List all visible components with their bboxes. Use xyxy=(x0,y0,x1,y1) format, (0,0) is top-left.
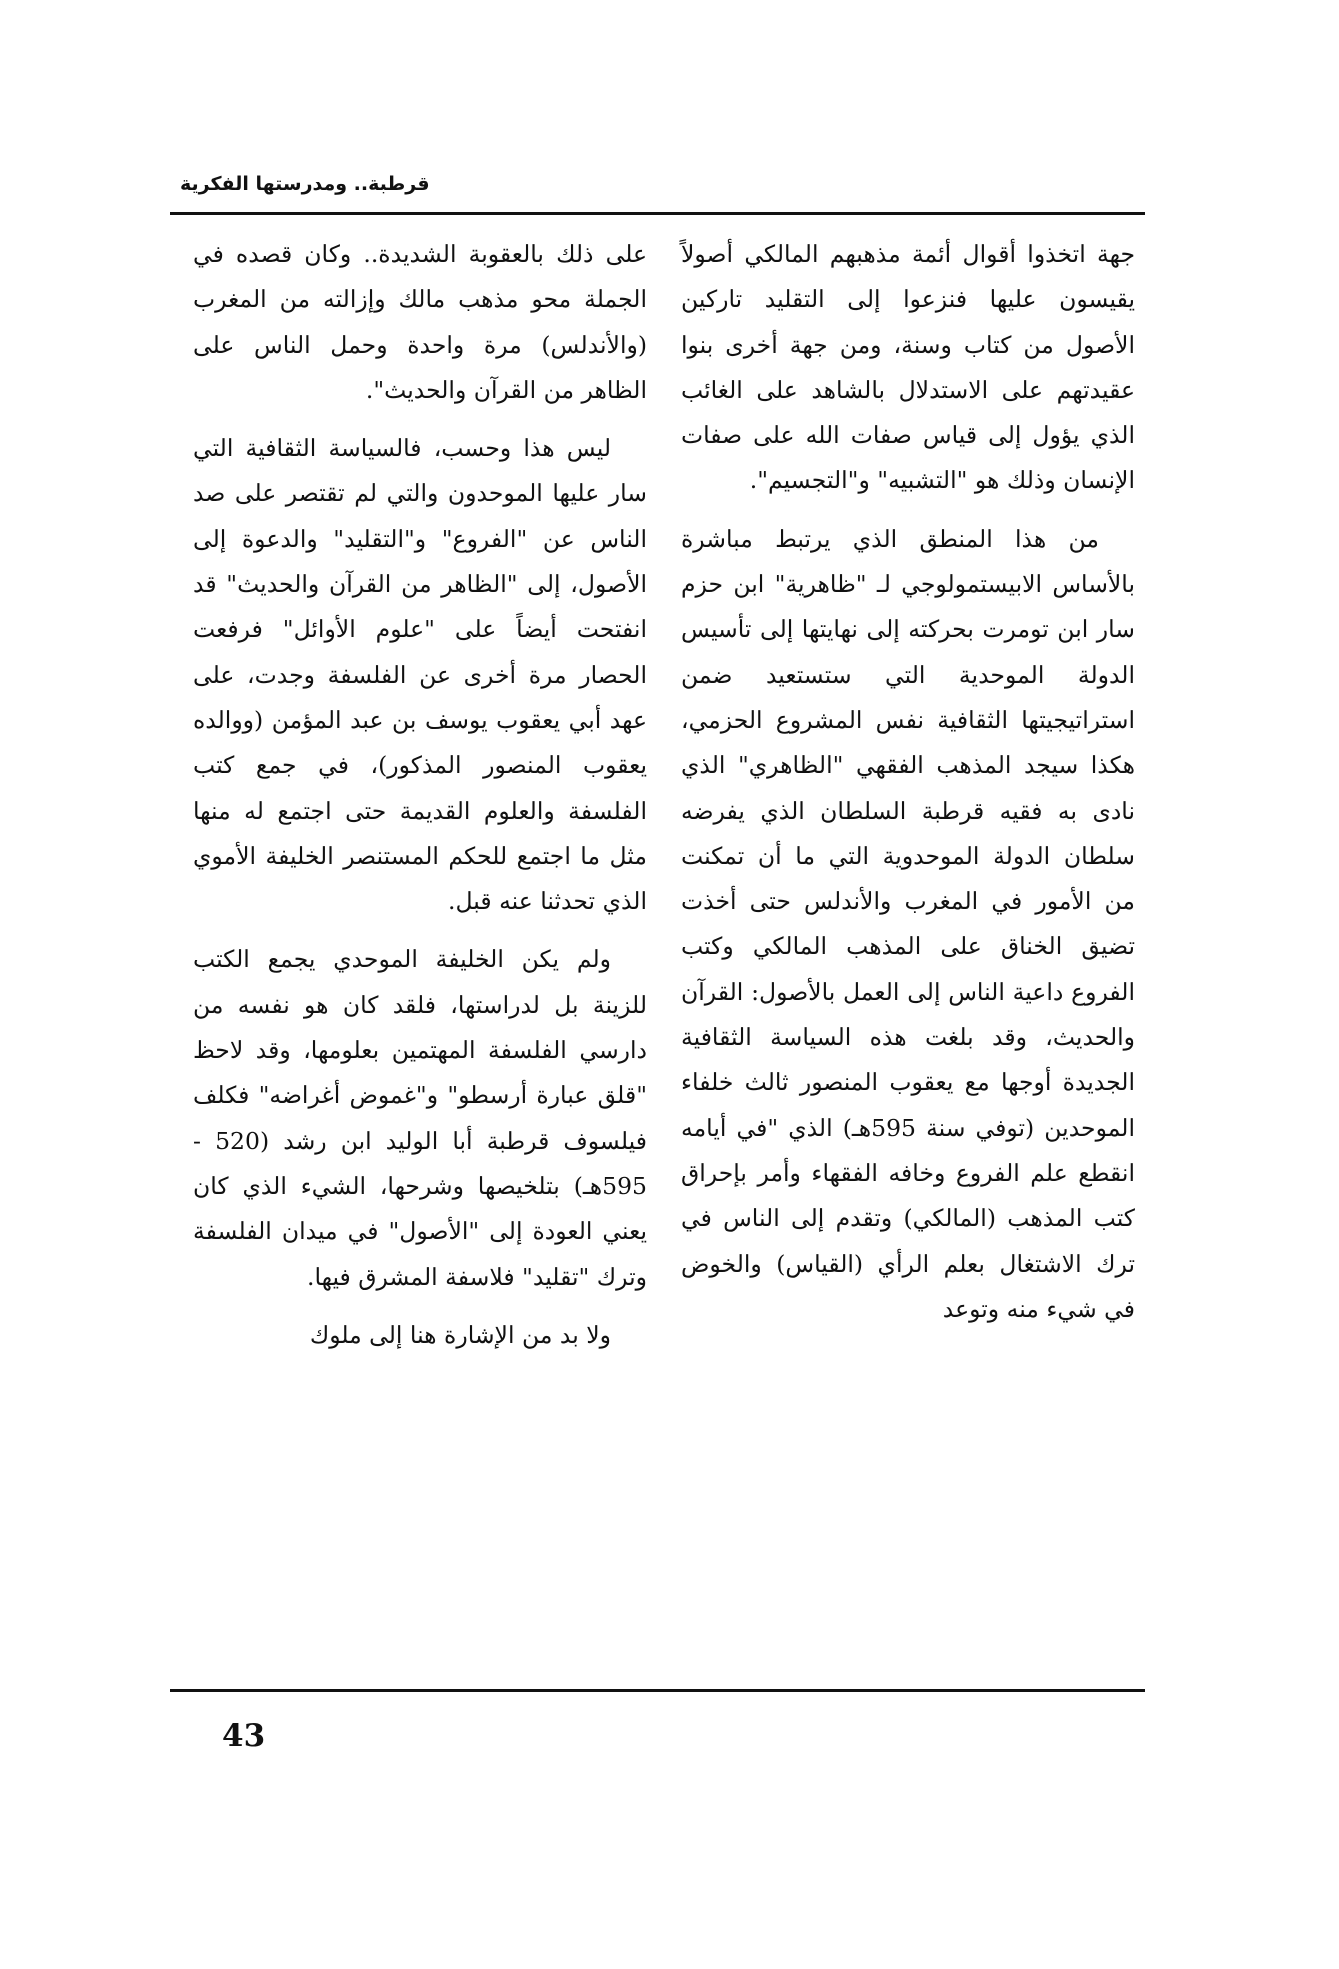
paragraph: من هذا المنطق الذي يرتبط مباشرة بالأساس الابيستمولوجي لـ "ظاهرية" ابن حزم سار ابن تومرت بحركته إلى نهايتها إلى تأسيس الدولة الموحدية التي ستستعيد ضمن استراتيجيتها الثقافية نفس المشروع الحزمي، هكذا سيجد المذهب الفقهي "الظاهري" الذي نادى به فقيه قرطبة السلطان الذي يفرضه سلطان الدولة الموحدوية التي ما أن تمكنت من الأمور في المغرب والأندلس حتى أخذت تضيق الخناق على المذهب المالكي وكتب الفروع داعية الناس إلى العمل بالأصول: القرآن والحديث، وقد بلغت هذه السياسة الثقافية الجديدة أوجها مع يعقوب المنصور ثالث خلفاء الموحدين (توفي سنة 595هـ) الذي "في أيامه انقطع علم الفروع وخافه الفقهاء وأمر بإحراق كتب المذهب (المالكي) وتقدم إلى الناس في ترك الاشتغال بعلم الرأي (القياس) والخوض في شيء منه وتوعد xyxy=(681,524,1135,1323)
paragraph: جهة اتخذوا أقوال أئمة مذهبهم المالكي أصولاً يقيسون عليها فنزعوا إلى التقليد تاركين الأصول من كتاب وسنة، ومن جهة أخرى بنوا عقيدتهم على الاستدلال بالشاهد على الغائب الذي يؤول إلى قياس صفات الله على صفات الإنسان وذلك هو "التشبيه" و"التجسيم". xyxy=(681,240,1135,495)
paragraph: ولم يكن الخليفة الموحدي يجمع الكتب للزينة بل لدراستها، فلقد كان هو نفسه من دارسي الفلسفة المهتمين بعلومها، وقد لاحظ "قلق عبارة أرسطو" و"غموض أغراضه" فكلف فيلسوف قرطبة أبا الوليد ابن رشد (520 - 595هـ) بتلخيصها وشرحها، الشيء الذي كان يعني العودة إلى "الأصول" في ميدان الفلسفة وترك "تقليد" فلاسفة المشرق فيها. xyxy=(193,945,647,1291)
header-rule xyxy=(170,212,1145,215)
right-text-column xyxy=(681,232,1135,1332)
page-number: 43 xyxy=(222,1718,266,1754)
running-title: قرطبة.. ومدرستها الفكرية xyxy=(180,173,430,195)
paragraph: على ذلك بالعقوبة الشديدة.. وكان قصده في الجملة محو مذهب مالك وإزالته من المغرب (والأندلس) مرة واحدة وحمل الناس على الظاهر من القرآن والحديث". xyxy=(193,240,647,404)
footer-rule xyxy=(170,1689,1145,1692)
paragraph: ليس هذا وحسب، فالسياسة الثقافية التي سار عليها الموحدون والتي لم تقتصر على صد الناس عن "الفروع" و"التقليد" والدعوة إلى الأصول، إلى "الظاهر من القرآن والحديث" قد انفتحت أيضاً على "علوم الأوائل" فرفعت الحصار مرة أخرى عن الفلسفة وجدت، على عهد أبي يعقوب يوسف بن عبد المؤمن (ووالده يعقوب المنصور المذكور)، في جمع كتب الفلسفة والعلوم القديمة حتى اجتمع له منها مثل ما اجتمع للحكم المستنصر الخليفة الأموي الذي تحدثنا عنه قبل. xyxy=(193,434,647,916)
paragraph: ولا بد من الإشارة هنا إلى ملوك xyxy=(309,1320,611,1349)
left-text-column xyxy=(193,232,647,1358)
